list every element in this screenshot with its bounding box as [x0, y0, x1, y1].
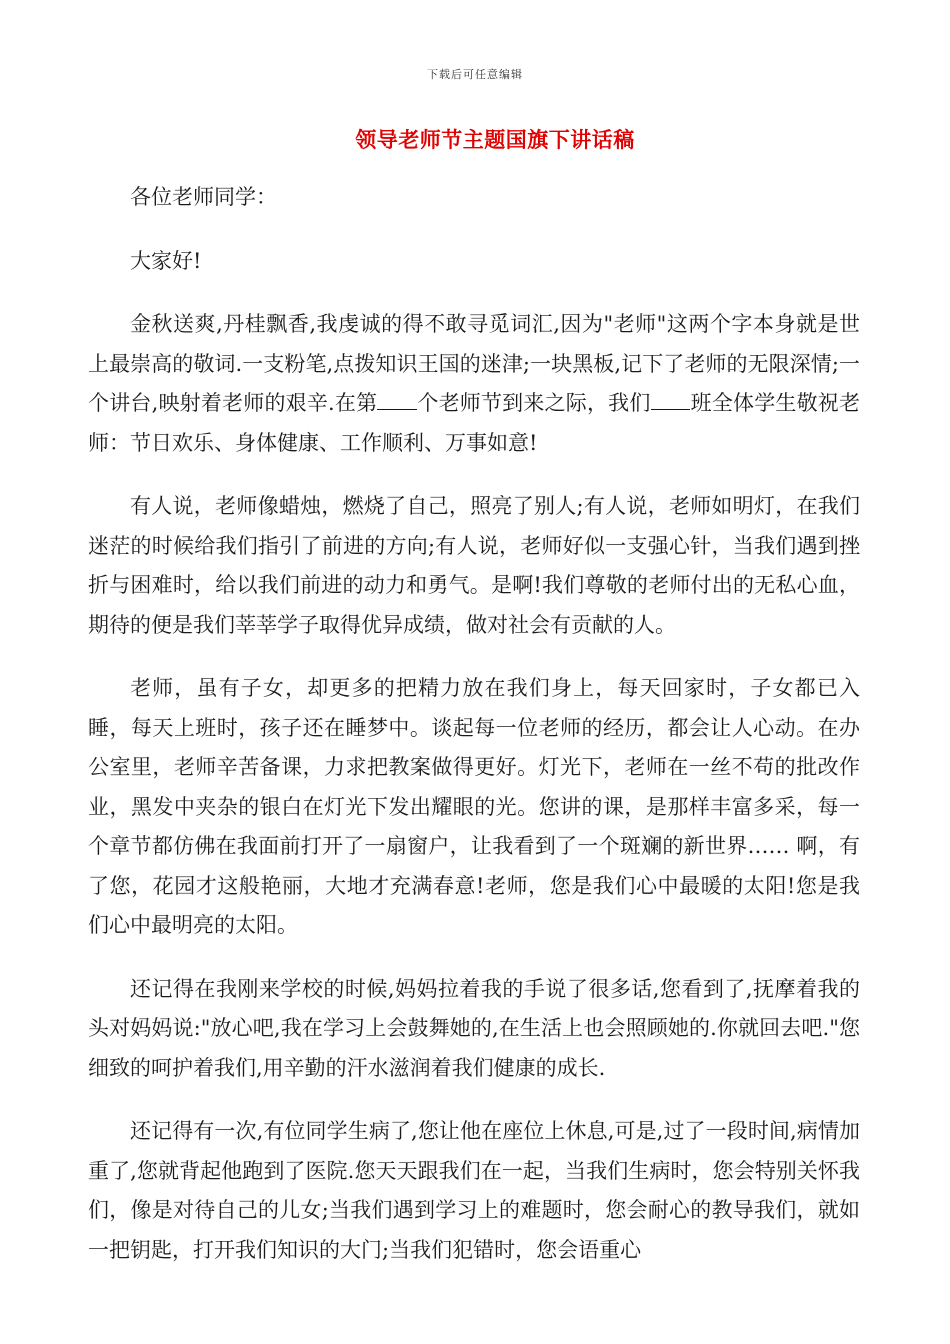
paragraph-4: 还记得在我刚来学校的时候,妈妈拉着我的手说了很多话,您看到了,抚摩着我的头对妈妈说:"放心吧,我在学习上会鼓舞她的,在生活上也会照顾她的.你就回去吧."您细致的呵护着我们,用辛勤的汗水滋润着我们健康的成长.	[88, 976, 860, 1080]
page-title: 领导老师节主题国旗下讲话稿	[355, 128, 635, 152]
paragraph-1-part-a: 金秋送爽,丹桂飘香,我虔诚的得不敢寻觅词汇,因为"老师"这两个字本身就是世上最崇高的敬词.一支粉笔,点拨知识王国的迷津;一块黑板,记下了老师的无限深情;一个讲台,映射着老师的艰辛.在第	[88, 312, 860, 415]
speech-body	[88, 178, 860, 1294]
header-note: 下载后可任意编辑	[427, 68, 523, 81]
paragraph-3: 老师，虽有子女，却更多的把精力放在我们身上，每天回家时，子女都已入睡，每天上班时，孩子还在睡梦中。谈起每一位老师的经历，都会让人心动。在办公室里，老师辛苦备课，力求把教案做得更好。灯光下，老师在一丝不苟的批改作业，黑发中夹杂的银白在灯光下发出耀眼的光。您讲的课，是那样丰富多采，每一个章节都仿佛在我面前打开了一扇窗户，让我看到了一个斑斓的新世界…… 啊，有了您，花园才这般艳丽，大地才充满春意!老师，您是我们心中最暖的太阳!您是我们心中最明亮的太阳。	[88, 676, 860, 937]
paragraph-1-part-b: 个老师节到来之际，我们	[417, 391, 651, 415]
fill-blank-2	[651, 387, 691, 410]
paragraph-2: 有人说，老师像蜡烛，燃烧了自己，照亮了别人;有人说，老师如明灯，在我们迷茫的时候给我们指引了前进的方向;有人说，老师好似一支强心针，当我们遇到挫折与困难时，给以我们前进的动力和勇气。是啊!我们尊敬的老师付出的无私心血，期待的便是我们莘莘学子取得优异成绩，做对社会有贡献的人。	[88, 494, 860, 637]
paragraph-5: 还记得有一次,有位同学生病了,您让他在座位上休息,可是,过了一段时间,病情加重了,您就背起他跑到了医院.您天天跟我们在一起，当我们生病时，您会特别关怀我们，像是对待自己的儿女;当我们遇到学习上的难题时，您会耐心的教导我们，就如一把钥匙，打开我们知识的大门;当我们犯错时，您会语重心	[88, 1119, 860, 1262]
paragraph-1-part-c: 班全体学生敬祝老师：节日欢乐、身体健康、工作顺利、万事如意!	[88, 391, 861, 455]
fill-blank-1	[377, 387, 417, 410]
paragraph-1	[88, 305, 860, 463]
greeting: 大家好!	[130, 248, 202, 273]
salutation: 各位老师同学：	[130, 185, 277, 209]
